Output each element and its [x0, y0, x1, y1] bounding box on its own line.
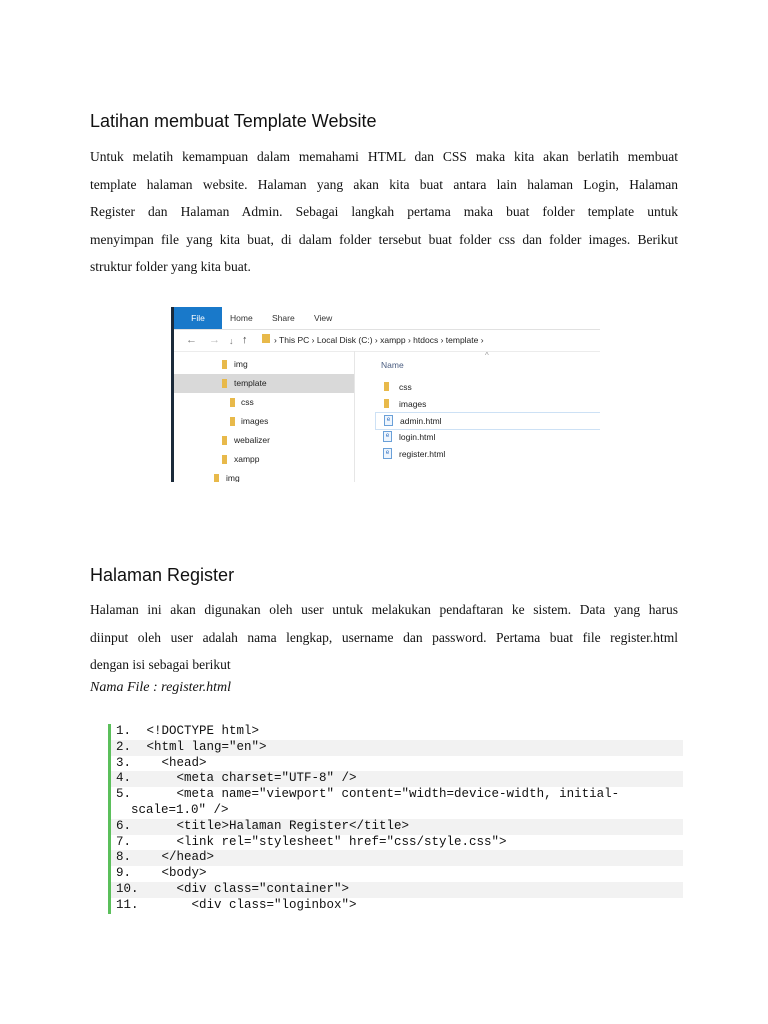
code-line-number: 6.: [116, 818, 132, 833]
folder-icon: [384, 382, 389, 391]
tree-item-template[interactable]: template: [174, 374, 354, 393]
column-header-name[interactable]: Name: [381, 360, 404, 370]
tab-share[interactable]: Share: [272, 313, 295, 323]
code-line: [111, 898, 683, 914]
code-line: [111, 787, 683, 819]
file-item-register-html[interactable]: e register.html: [375, 446, 600, 462]
html-file-icon: e: [384, 415, 393, 426]
file-item-images[interactable]: images: [375, 396, 600, 412]
html-file-icon: e: [383, 448, 392, 459]
code-line-number: 1.: [116, 724, 132, 738]
back-arrow-icon[interactable]: ←: [186, 334, 197, 346]
tab-home[interactable]: Home: [230, 313, 253, 323]
file-item-css[interactable]: css: [375, 379, 600, 395]
code-line-number: 8.: [116, 850, 132, 865]
code-block: [108, 724, 683, 914]
code-line-text: </head>: [139, 850, 215, 865]
intro-paragraph: [90, 143, 678, 281]
address-bar: [174, 329, 600, 352]
forward-arrow-icon[interactable]: →: [209, 334, 220, 346]
code-line: [111, 835, 683, 851]
code-line: [111, 850, 683, 866]
html-file-icon: e: [383, 431, 392, 442]
code-line: [111, 724, 683, 740]
sort-caret-icon: ^: [485, 351, 489, 360]
code-line-number: 9.: [116, 866, 132, 881]
folder-icon: [384, 399, 389, 408]
address-path[interactable]: › This PC › Local Disk (C:) › xampp › htdocs › template ›: [274, 335, 484, 345]
tree-item-img[interactable]: img: [174, 355, 354, 374]
code-line: [111, 866, 683, 882]
folder-icon: [214, 474, 219, 482]
file-explorer-screenshot: [171, 307, 600, 482]
code-line-text: <!DOCTYPE html>: [139, 724, 260, 738]
tree-item-images[interactable]: images: [174, 412, 354, 431]
tab-file[interactable]: File: [174, 307, 222, 329]
tree-item-css[interactable]: css: [174, 393, 354, 412]
code-line-number: 10.: [116, 881, 139, 896]
section-title-register: Halaman Register: [90, 565, 235, 585]
intro-line-4: menyimpan file yang kita buat, di dalam folder tersebut buat folder css dan folder images. Berikut: [90, 231, 678, 247]
code-line-number: 11.: [116, 897, 139, 912]
file-list-pane: [355, 351, 600, 482]
code-line: [111, 756, 683, 772]
register-paragraph: [90, 596, 678, 679]
code-line-number: 4.: [116, 771, 132, 786]
code-line-text: <link rel="stylesheet" href="css/style.css">: [139, 834, 507, 849]
code-line-text: <meta name="viewport" content="width=device-width, initial- scale=1.0" />: [131, 787, 620, 817]
code-line-text: <meta charset="UTF-8" />: [139, 771, 357, 786]
intro-line-1: Untuk melatih kemampuan dalam memahami HTML dan CSS maka kita akan berlatih membuat: [90, 149, 678, 164]
folder-icon: [222, 455, 227, 464]
folder-icon: [222, 360, 227, 369]
intro-line-5: struktur folder yang kita buat.: [90, 259, 251, 274]
folder-icon: [230, 417, 235, 426]
file-name-caption: Nama File : register.html: [90, 680, 232, 695]
folder-icon: [222, 379, 227, 388]
intro-line-2: template halaman website. Halaman yang akan kita buat antara lain halaman Login, Halaman: [90, 176, 678, 192]
file-item-login-html[interactable]: e login.html: [375, 429, 600, 445]
file-item-admin-html[interactable]: e admin.html: [375, 412, 600, 430]
up-arrow-icon[interactable]: ↑: [242, 334, 248, 346]
navigation-pane: [174, 351, 355, 482]
folder-icon: [230, 398, 235, 407]
code-line-text: <title>Halaman Register</title>: [139, 818, 410, 833]
code-line-text: <html lang="en">: [139, 739, 267, 754]
code-line-number: 2.: [116, 739, 132, 754]
history-dropdown-icon[interactable]: ↓: [229, 336, 234, 346]
code-line-number: 3.: [116, 755, 132, 770]
register-line-1: Halaman ini akan digunakan oleh user untuk melakukan pendaftaran ke sistem. Data yang harus: [90, 602, 678, 617]
code-line-text: <div class="container">: [139, 881, 350, 896]
section-title-template: Latihan membuat Template Website: [90, 111, 377, 131]
code-line-text: <head>: [139, 755, 207, 770]
intro-line-3: Register dan Halaman Admin. Sebagai langkah pertama maka buat folder template untuk: [90, 204, 678, 219]
tree-item-webalizer[interactable]: webalizer: [174, 431, 354, 450]
code-line: [111, 771, 683, 787]
register-line-3: dengan isi sebagai berikut: [90, 657, 231, 672]
code-line: [111, 819, 683, 835]
register-line-2: diinput oleh user adalah nama lengkap, username dan password. Pertama buat file register.html: [90, 629, 678, 645]
code-line-number: 5.: [116, 787, 132, 802]
code-line-number: 7.: [116, 834, 132, 849]
code-line-text: <div class="loginbox">: [139, 897, 357, 912]
folder-icon: [222, 436, 227, 445]
code-line-text: <body>: [139, 866, 207, 881]
code-line: [111, 740, 683, 756]
tree-item-xampp[interactable]: xampp: [174, 450, 354, 469]
explorer-ribbon: [174, 307, 600, 330]
code-line: [111, 882, 683, 898]
tab-view[interactable]: View: [314, 313, 333, 323]
tree-item-img-2[interactable]: img: [174, 469, 354, 482]
folder-icon: [262, 334, 270, 343]
